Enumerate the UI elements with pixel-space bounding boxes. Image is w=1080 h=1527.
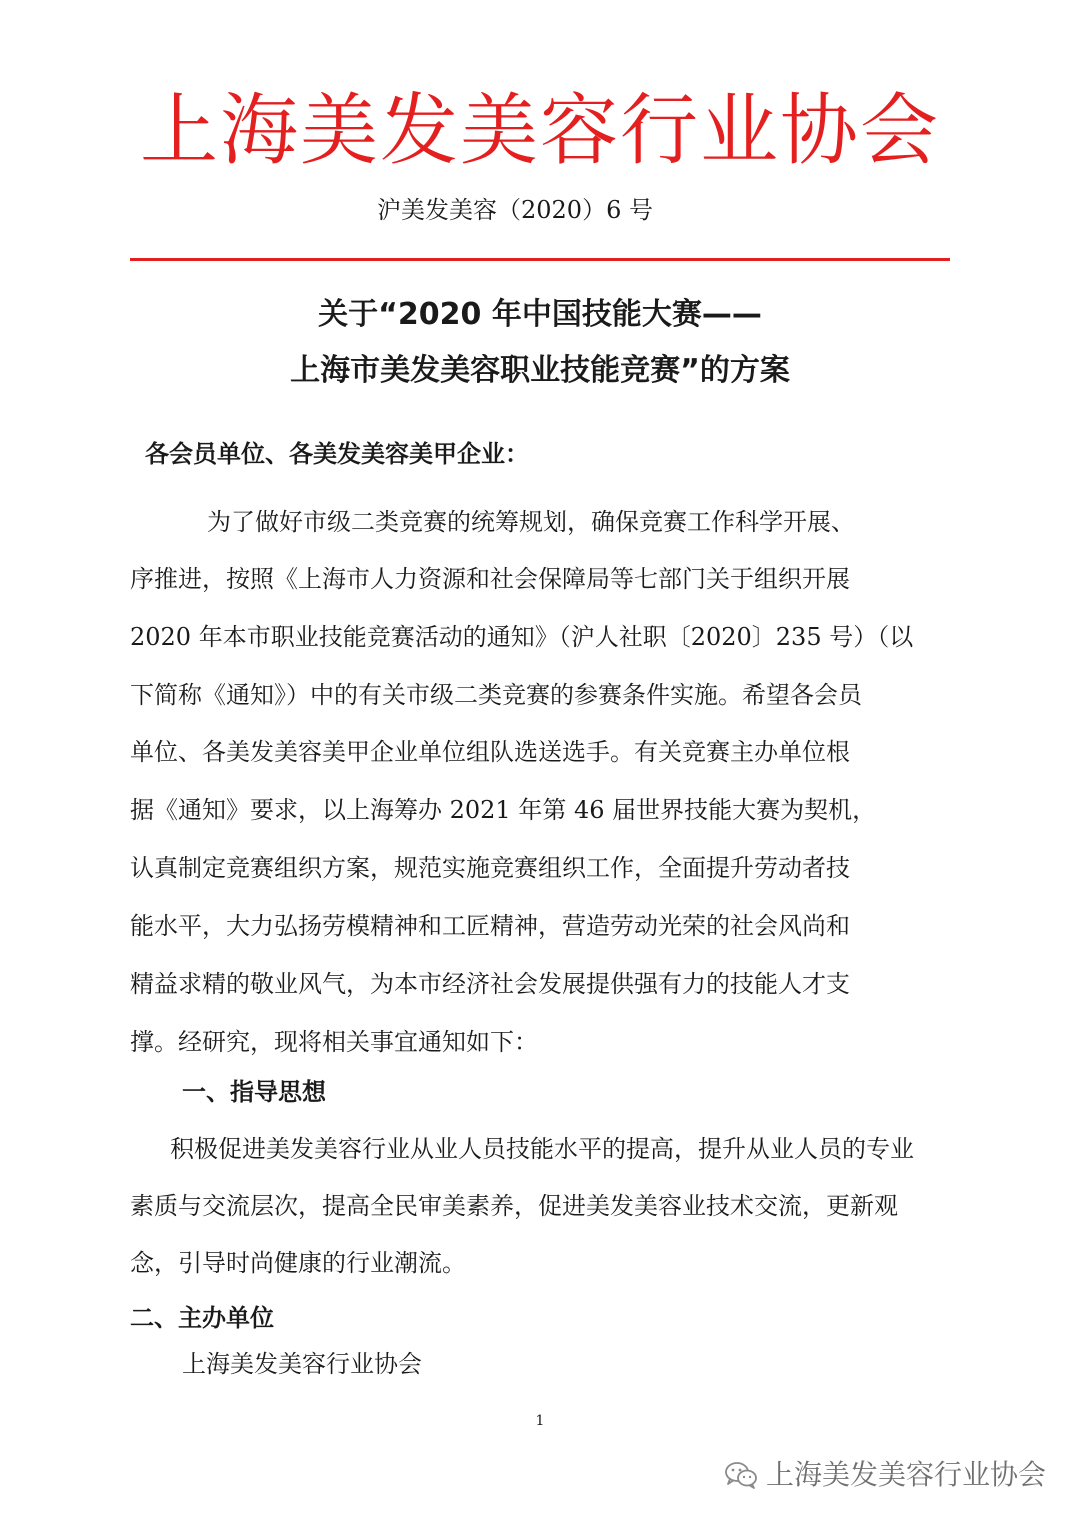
paragraph-line: 认真制定竞赛组织方案，规范实施竞赛组织工作，全面提升劳动者技	[130, 854, 850, 882]
paragraph-line: 下简称《通知》）中的有关市级二类竞赛的参赛条件实施。希望各会员	[130, 681, 862, 709]
paragraph-line: 积极促进美发美容行业从业人员技能水平的提高，提升从业人员的专业	[170, 1135, 914, 1163]
paragraph-line: 素质与交流层次，提高全民审美素养，促进美发美容业技术交流，更新观	[130, 1192, 898, 1220]
paragraph-line: 念，引导时尚健康的行业潮流。	[130, 1249, 466, 1277]
paragraph-line: 撑。经研究，现将相关事宜通知如下：	[130, 1028, 538, 1056]
wechat-icon	[724, 1460, 758, 1490]
paragraph-line: 能水平，大力弘扬劳模精神和工匠精神，营造劳动光荣的社会风尚和	[130, 912, 850, 940]
paragraph-line: 单位、各美发美容美甲企业单位组队选送选手。有关竞赛主办单位根	[130, 738, 850, 766]
salutation: 各会员单位、各美发美容美甲企业：	[145, 440, 529, 468]
letterhead-org-name: 上海美发美容行业协会	[139, 86, 940, 176]
wechat-watermark	[724, 1460, 1046, 1490]
paragraph-line: 据《通知》要求，以上海筹办 2021 年第 46 届世界技能大赛为契机，	[130, 796, 877, 824]
watermark-text: 上海美发美容行业协会	[765, 1458, 1046, 1491]
document-title-line-2: 上海市美发美容职业技能竞赛”的方案	[290, 353, 790, 388]
page-number: 1	[535, 1413, 545, 1429]
paragraph-line: 2020 年本市职业技能竞赛活动的通知》（沪人社职〔2020〕235 号）（以	[130, 623, 914, 651]
paragraph-line: 为了做好市级二类竞赛的统筹规划，确保竞赛工作科学开展、	[207, 508, 855, 536]
section-heading-organizer: 二、主办单位	[130, 1304, 274, 1332]
paragraph-line: 精益求精的敬业风气，为本市经济社会发展提供强有力的技能人才支	[130, 970, 850, 998]
paragraph-line: 序推进，按照《上海市人力资源和社会保障局等七部门关于组织开展	[130, 565, 850, 593]
letterhead-divider	[130, 258, 950, 261]
document-number: 沪美发美容（2020）6 号	[377, 196, 653, 224]
organizer-name: 上海美发美容行业协会	[182, 1350, 422, 1378]
section-heading-guiding-ideology: 一、指导思想	[182, 1078, 326, 1106]
document-title-line-1: 关于“2020 年中国技能大赛——	[318, 297, 762, 332]
